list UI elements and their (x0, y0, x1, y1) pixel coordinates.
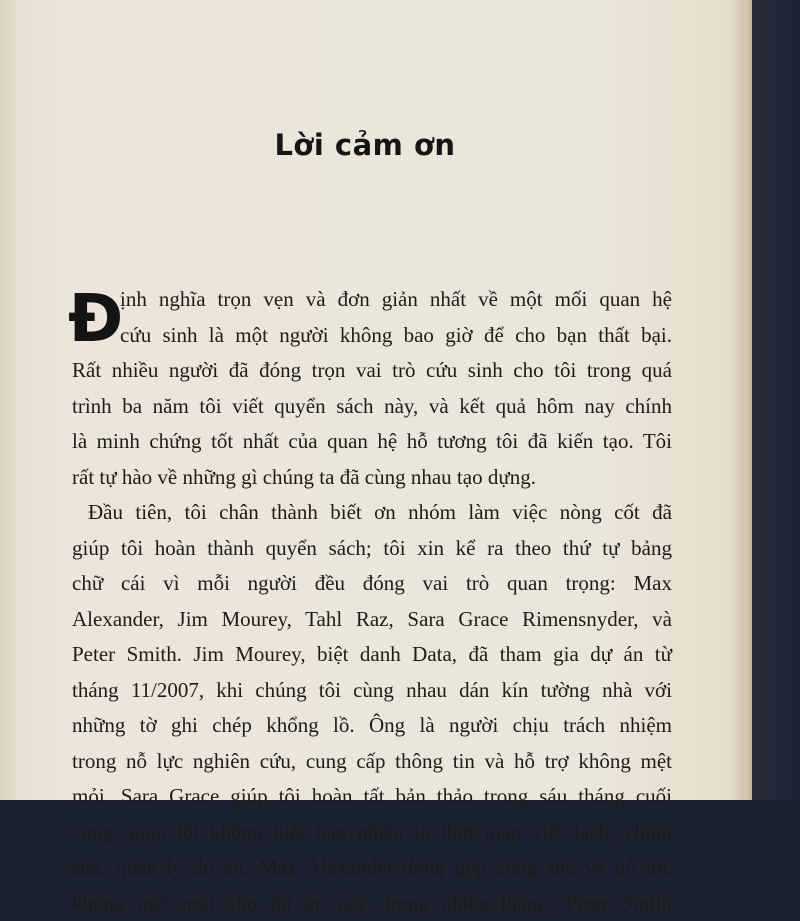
background-surface (752, 0, 800, 800)
text-line (72, 779, 672, 815)
text-line-content: Peter Smith. Jim Mourey, biệt danh Data, đã tham gia dự án từ (72, 637, 672, 673)
text-line (72, 673, 672, 709)
text-line-content: là minh chứng tốt nhất của quan hệ hỗ tương tôi đã kiến tạo. Tôi (72, 424, 672, 460)
text-line-content: trình ba năm tôi viết quyển sách này, và kết quả hôm nay chính (72, 389, 672, 425)
text-line (72, 353, 672, 389)
text-line-content: những tờ ghi chép khổng lồ. Ông là người chịu trách nhiệm (72, 708, 672, 744)
text-line-content: ịnh nghĩa trọn vẹn và đơn giản nhất về một mối quan hệ (120, 282, 672, 318)
text-line-content: Rất nhiều người đã đóng trọn vai trò cứu sinh cho tôi trong quá (72, 353, 672, 389)
text-line-content: Alexander, Jim Mourey, Tahl Raz, Sara Grace Rimensnyder, và (72, 602, 672, 638)
text-line (72, 495, 672, 531)
drop-cap: Đ (68, 286, 123, 352)
text-line-content: sửa, quản lý dự án. Max Alexander đóng góp công sức và nỗ lực (72, 850, 672, 886)
text-line (72, 886, 672, 921)
text-line (72, 744, 672, 780)
text-line (72, 602, 672, 638)
text-line-content: không mệt mỏi cho dự án này, trong nhiều tháng. Peter Smith (72, 886, 672, 921)
text-line (72, 424, 672, 460)
text-line (72, 708, 672, 744)
text-line (72, 318, 672, 354)
text-line (72, 460, 672, 496)
text-line (72, 566, 672, 602)
text-line-content: Đầu tiên, tôi chân thành biết ơn nhóm làm việc nòng cốt đã (88, 495, 672, 531)
text-line (72, 282, 672, 318)
text-line-content: mỏi. Sara Grace giúp tôi hoàn tất bản thảo trong sáu tháng cuối (72, 779, 672, 815)
text-line (72, 389, 672, 425)
text-line-content: rất tự hào về những gì chúng ta đã cùng nhau tạo dựng. (72, 460, 672, 496)
text-line (72, 850, 672, 886)
paragraph-1 (72, 282, 672, 495)
text-line-content: tháng 11/2007, khi chúng tôi cùng nhau dán kín tường nhà với (72, 673, 672, 709)
text-line-content: cứu sinh là một người không bao giờ để cho bạn thất bại. (120, 318, 672, 354)
text-line (72, 637, 672, 673)
text-line-content: giúp tôi hoàn thành quyển sách; tôi xin kể ra theo thứ tự bảng (72, 531, 672, 567)
text-line-content: chữ cái vì mỗi người đều đóng vai trò quan trọng: Max (72, 566, 672, 602)
text-line (72, 531, 672, 567)
text-line (72, 815, 672, 851)
paragraph-2 (72, 495, 672, 921)
chapter-title: Lời cảm ơn (0, 128, 730, 162)
text-line-content: cùng, giúp tôi không biết bao nhiêu là thời gian viết lách, chỉnh (72, 815, 672, 851)
body-text (72, 282, 672, 921)
text-line-content: trong nỗ lực nghiên cứu, cung cấp thông tin và hỗ trợ không mệt (72, 744, 672, 780)
